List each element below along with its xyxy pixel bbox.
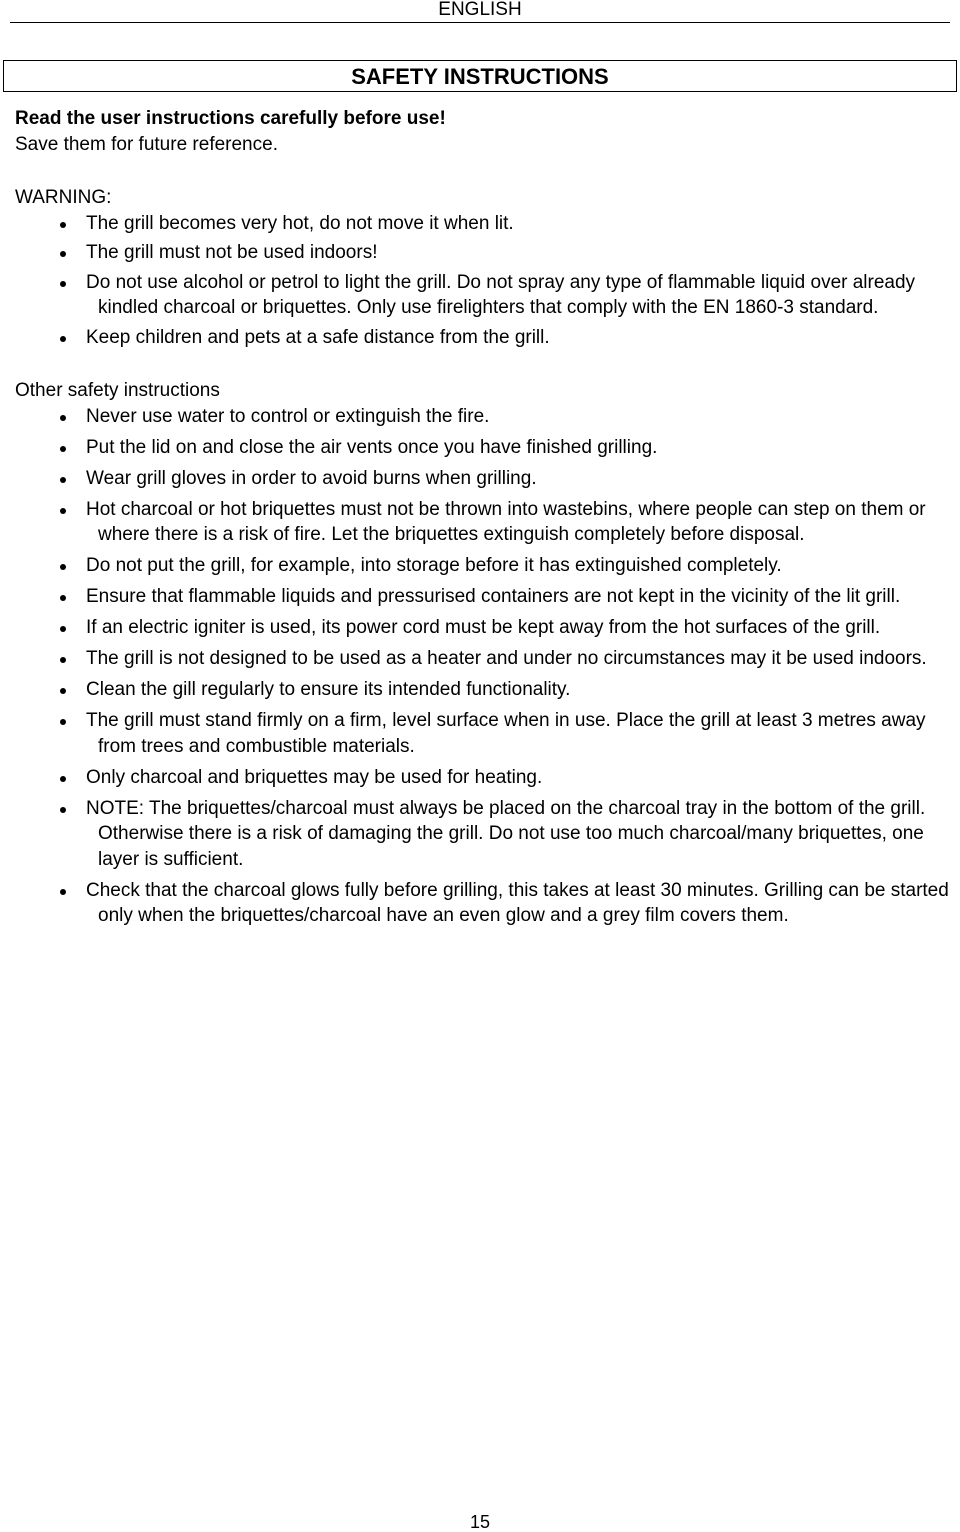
list-item xyxy=(15,270,950,321)
list-item-text: The grill is not designed to be used as a heater and under no circumstances may it be used indoors. xyxy=(86,648,927,669)
bullet-icon xyxy=(60,626,66,632)
other-safety-heading: Other safety instructions xyxy=(15,380,220,401)
bullet-icon xyxy=(60,688,66,694)
warning-list xyxy=(15,211,950,351)
page-title: SAFETY INSTRUCTIONS xyxy=(351,64,609,89)
list-item xyxy=(15,240,950,266)
bullet-icon xyxy=(60,446,66,452)
list-item-text: Ensure that flammable liquids and pressurised containers are not kept in the vicinity of the lit grill. xyxy=(86,586,901,607)
intro xyxy=(15,106,950,132)
list-item xyxy=(15,584,950,610)
list-item xyxy=(15,878,950,929)
list-item xyxy=(15,466,950,492)
list-item xyxy=(15,325,950,351)
list-item-text: The grill becomes very hot, do not move it when lit. xyxy=(86,212,514,234)
list-item-text: Put the lid on and close the air vents once you have finished grilling. xyxy=(86,436,658,458)
list-item xyxy=(15,553,950,579)
list-item xyxy=(15,796,950,873)
list-item-text: Do not put the grill, for example, into storage before it has extinguished completely. xyxy=(86,555,782,576)
list-item-text: Do not use alcohol or petrol to light the grill. Do not spray any type of flammable liquid over already kindled charcoal or briquettes. Only use firelighters that comply with the EN 1860-3 standard. xyxy=(86,271,916,318)
intro-read-instructions: Read the user instructions carefully before use! xyxy=(15,108,446,129)
list-item-text: The grill must not be used indoors! xyxy=(86,242,378,263)
list-item-text: The grill must stand firmly on a firm, level surface when in use. Place the grill at least 3 metres away from trees and combustible materials. xyxy=(86,710,926,757)
list-item-text: If an electric igniter is used, its power cord must be kept away from the hot surfaces of the grill. xyxy=(86,617,881,638)
header-language: ENGLISH xyxy=(438,0,522,20)
list-item xyxy=(15,677,950,703)
bullet-icon xyxy=(60,807,66,813)
list-item xyxy=(15,708,950,759)
bullet-icon xyxy=(60,251,66,257)
bullet-icon xyxy=(60,657,66,663)
bullet-icon xyxy=(60,595,66,601)
bullet-icon xyxy=(60,776,66,782)
intro-save-note: Save them for future reference. xyxy=(15,133,278,155)
list-item-text: Never use water to control or extinguish the fire. xyxy=(86,405,490,427)
bullet-icon xyxy=(60,719,66,725)
list-item xyxy=(15,615,950,641)
list-item xyxy=(15,435,950,461)
list-item-text: NOTE: The briquettes/charcoal must always be placed on the charcoal tray in the bottom of the grill. Otherwise there is a risk of damaging the grill. Do not use too much charcoal/many briquettes, one layer is sufficient. xyxy=(86,797,926,870)
list-item xyxy=(15,497,950,548)
list-item-text: Hot charcoal or hot briquettes must not be thrown into wastebins, where people can step on them or where there is a risk of fire. Let the briquettes extinguish completely before disposal. xyxy=(86,498,926,545)
bullet-icon xyxy=(60,415,66,421)
bullet-icon xyxy=(60,508,66,514)
page-number: 15 xyxy=(469,1512,491,1532)
bullet-icon xyxy=(60,281,66,287)
document-body xyxy=(15,106,950,934)
bullet-icon xyxy=(60,477,66,483)
warning-heading: WARNING: xyxy=(15,187,112,208)
list-item xyxy=(15,404,950,430)
bullet-icon xyxy=(60,336,66,342)
bullet-icon xyxy=(60,564,66,570)
list-item-text: Wear grill gloves in order to avoid burns when grilling. xyxy=(86,467,537,489)
list-item-text: Only charcoal and briquettes may be used for heating. xyxy=(86,766,543,788)
list-item-text: Clean the gill regularly to ensure its intended functionality. xyxy=(86,679,571,700)
other-safety-list xyxy=(15,404,950,929)
bullet-icon xyxy=(60,222,66,228)
bullet-icon xyxy=(60,889,66,895)
list-item xyxy=(15,211,950,237)
list-item-text: Check that the charcoal glows fully before grilling, this takes at least 30 minutes. Grilling can be started only when the briquettes/charcoal have an even glow and a grey film covers them. xyxy=(86,879,949,926)
header-divider xyxy=(10,22,950,23)
list-item xyxy=(15,765,950,791)
list-item-text: Keep children and pets at a safe distance from the grill. xyxy=(86,326,550,348)
list-item xyxy=(15,646,950,672)
